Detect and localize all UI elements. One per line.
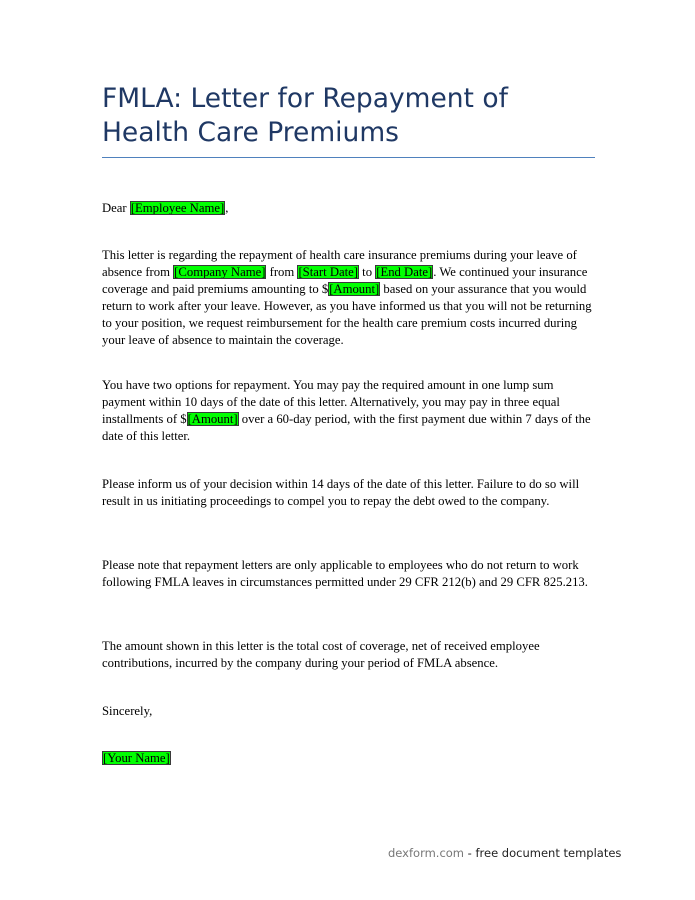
paragraph-decision-deadline: Please inform us of your decision within 14 days of the date of this letter. Failure to do so will result in us initiating proceedings to compel you to repay the debt owed to the company. <box>102 477 580 508</box>
paragraph-text: over a 60-day period, with the first payment due within 7 days of the date of this letter. <box>102 412 591 443</box>
paragraph-text: . We continued your insurance coverage and paid premiums amounting to $ <box>102 265 588 296</box>
footer <box>388 846 621 860</box>
paragraph-text: to <box>359 265 376 279</box>
amount-placeholder: [Amount] <box>329 282 380 296</box>
paragraph-text: You have two options for repayment. You may pay the required amount in one lump sum payment within 10 days of the date of this letter. Alternatively, you may pay in three equal installments of $ <box>102 378 560 426</box>
paragraph-text: This letter is regarding the repayment of health care insurance premiums during your leave of absence from <box>102 248 577 279</box>
employee-name-placeholder: [Employee Name] <box>130 201 225 215</box>
paragraph-text: based on your assurance that you would return to work after your leave. However, as you have informed us that you will not be returning to your position, we request reimbursement for the health care premium costs incurred during your leave of absence to maintain the coverage. <box>102 282 592 347</box>
paragraph-repayment-options <box>102 377 597 445</box>
title-divider <box>102 157 595 158</box>
end-date-placeholder: [End Date] <box>376 265 433 279</box>
paragraph-applicability: Please note that repayment letters are only applicable to employees who do not return to work following FMLA leaves in circumstances permitted under 29 CFR 212(b) and 29 CFR 825.213. <box>102 558 588 589</box>
footer-tagline: - free document templates <box>464 846 622 860</box>
your-name-placeholder: [Your Name] <box>103 751 170 765</box>
footer-brand-link[interactable]: dexform.com <box>388 846 465 860</box>
paragraph-repayment-intro <box>102 247 597 349</box>
paragraph-amount-explanation: The amount shown in this letter is the total cost of coverage, net of received employee contributions, incurred by the company during your period of FMLA absence. <box>102 639 540 670</box>
paragraph-text: from <box>266 265 298 279</box>
signature-block <box>102 750 597 767</box>
salutation <box>102 200 597 217</box>
salutation-suffix: , <box>225 201 229 215</box>
installment-amount-placeholder: [Amount] <box>187 412 238 426</box>
document-title: FMLA: Letter for Repayment of Health Care Premiums <box>102 83 508 148</box>
closing: Sincerely, <box>102 704 153 718</box>
start-date-placeholder: [Start Date] <box>298 265 358 279</box>
salutation-prefix: Dear <box>102 201 130 215</box>
company-name-placeholder: [Company Name] <box>174 265 266 279</box>
